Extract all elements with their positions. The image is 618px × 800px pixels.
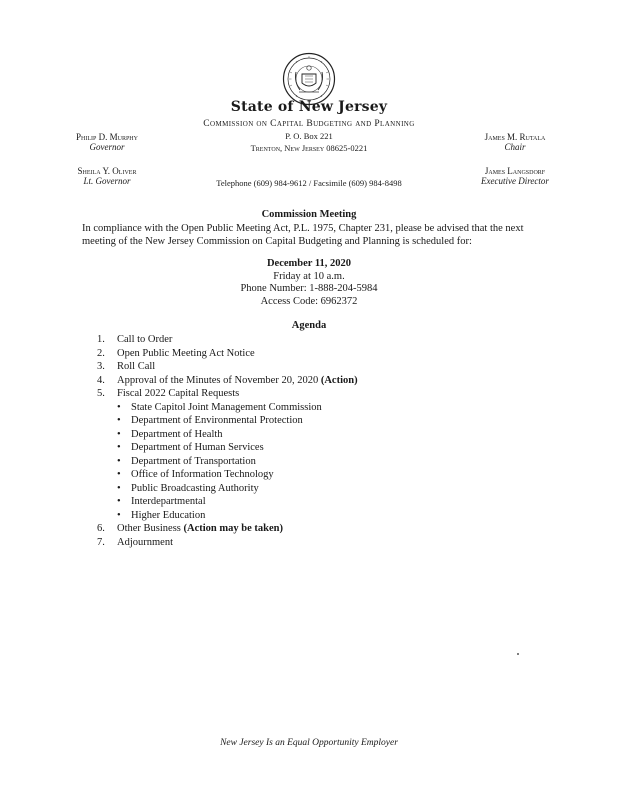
official-title: Executive Director — [481, 176, 549, 186]
list-item — [117, 455, 358, 469]
meeting-time: Friday at 10 a.m. — [273, 270, 345, 282]
official-name: Sheila Y. Oliver — [77, 166, 137, 176]
list-item — [117, 441, 358, 455]
list-item-text: Department of Health — [131, 428, 223, 440]
lt-governor-block — [52, 166, 162, 186]
bullet-icon: • — [117, 442, 121, 453]
state-seal-icon — [282, 52, 336, 106]
agenda-text: Fiscal 2022 Capital Requests — [117, 388, 240, 399]
list-item-text: Public Broadcasting Authority — [131, 482, 259, 494]
official-title: Chair — [504, 142, 526, 152]
state-title: State of New Jersey — [230, 99, 388, 115]
meeting-title: Commission Meeting — [261, 209, 357, 220]
agenda-list — [97, 333, 358, 549]
agenda-number: 2. — [97, 347, 105, 359]
list-item — [117, 495, 358, 509]
list-item — [117, 428, 358, 442]
list-item-text: Department of Human Services — [131, 442, 264, 453]
agenda-text: Open Public Meeting Act Notice — [117, 347, 255, 359]
bullet-icon: • — [117, 509, 121, 521]
bullet-icon: • — [117, 496, 121, 507]
bullet-icon: • — [117, 415, 121, 426]
agenda-text: Adjournment — [117, 536, 173, 548]
agenda-text: Approval of the Minutes of November 20, 2020 — [117, 374, 321, 386]
list-item-text: Department of Transportation — [131, 455, 256, 467]
list-item-text: State Capitol Joint Management Commission — [131, 401, 322, 413]
official-title: Lt. Governor — [83, 176, 131, 186]
list-item — [117, 401, 358, 415]
agenda-number: 5. — [97, 388, 105, 399]
list-item — [117, 414, 358, 428]
governor-block — [52, 132, 162, 152]
agenda-action-label: (Action may be taken) — [183, 523, 283, 534]
agenda-item — [97, 333, 358, 347]
meeting-details — [0, 258, 618, 308]
capital-requests-list — [97, 401, 358, 523]
official-title: Governor — [89, 142, 125, 152]
agenda-item — [97, 347, 358, 361]
bullet-icon: • — [117, 469, 121, 480]
telephone-line: Telephone (609) 984-9612 / Facsimile (609) 984-8498 — [216, 178, 402, 188]
scan-speck — [517, 653, 519, 655]
commission-name: Commission on Capital Budgeting and Planning — [203, 119, 415, 129]
agenda-text: Other Business — [117, 523, 184, 534]
official-name: Philip D. Murphy — [76, 132, 138, 142]
agenda-number: 1. — [97, 334, 105, 345]
list-item-text: Higher Education — [131, 509, 206, 521]
agenda-item — [97, 522, 358, 536]
list-item — [117, 509, 358, 523]
agenda-item — [97, 536, 358, 550]
agenda-number: 4. — [97, 374, 105, 386]
chair-block — [460, 132, 570, 152]
agenda-action-label: (Action) — [320, 374, 358, 386]
agenda-text: Roll Call — [117, 361, 156, 372]
agenda-number: 3. — [97, 361, 105, 372]
bullet-icon: • — [117, 428, 121, 440]
agenda-item — [97, 360, 358, 374]
official-name: James Langsdorf — [484, 166, 546, 176]
agenda-title: Agenda — [291, 320, 327, 331]
po-box: P. O. Box 221 — [285, 131, 333, 141]
list-item-text: Department of Environmental Protection — [131, 415, 303, 426]
bullet-icon: • — [117, 455, 121, 467]
city-address: Trenton, New Jersey 08625-0221 — [250, 143, 368, 153]
footer-text: New Jersey Is an Equal Opportunity Employer — [220, 738, 398, 748]
agenda-item — [97, 374, 358, 388]
list-item — [117, 468, 358, 482]
bullet-icon: • — [117, 401, 121, 413]
meeting-access-code: Access Code: 6962372 — [260, 295, 358, 307]
agenda-number: 7. — [97, 536, 105, 548]
meeting-date: December 11, 2020 — [266, 258, 352, 269]
list-item-text: Interdepartmental — [131, 496, 206, 507]
list-item — [117, 482, 358, 496]
bullet-icon: • — [117, 482, 121, 494]
official-name: James M. Rutala — [484, 132, 546, 142]
intro-paragraph: In compliance with the Open Public Meeting Act, P.L. 1975, Chapter 231, please be advised that the next meeting of the New Jersey Commission on Capital Budgeting and Planning is scheduled for: — [82, 223, 524, 247]
agenda-text: Call to Order — [117, 334, 173, 345]
list-item-text: Office of Information Technology — [131, 469, 274, 480]
agenda-item — [97, 387, 358, 401]
agenda-number: 6. — [97, 523, 105, 534]
executive-director-block — [460, 166, 570, 186]
meeting-phone: Phone Number: 1-888-204-5984 — [240, 283, 378, 294]
